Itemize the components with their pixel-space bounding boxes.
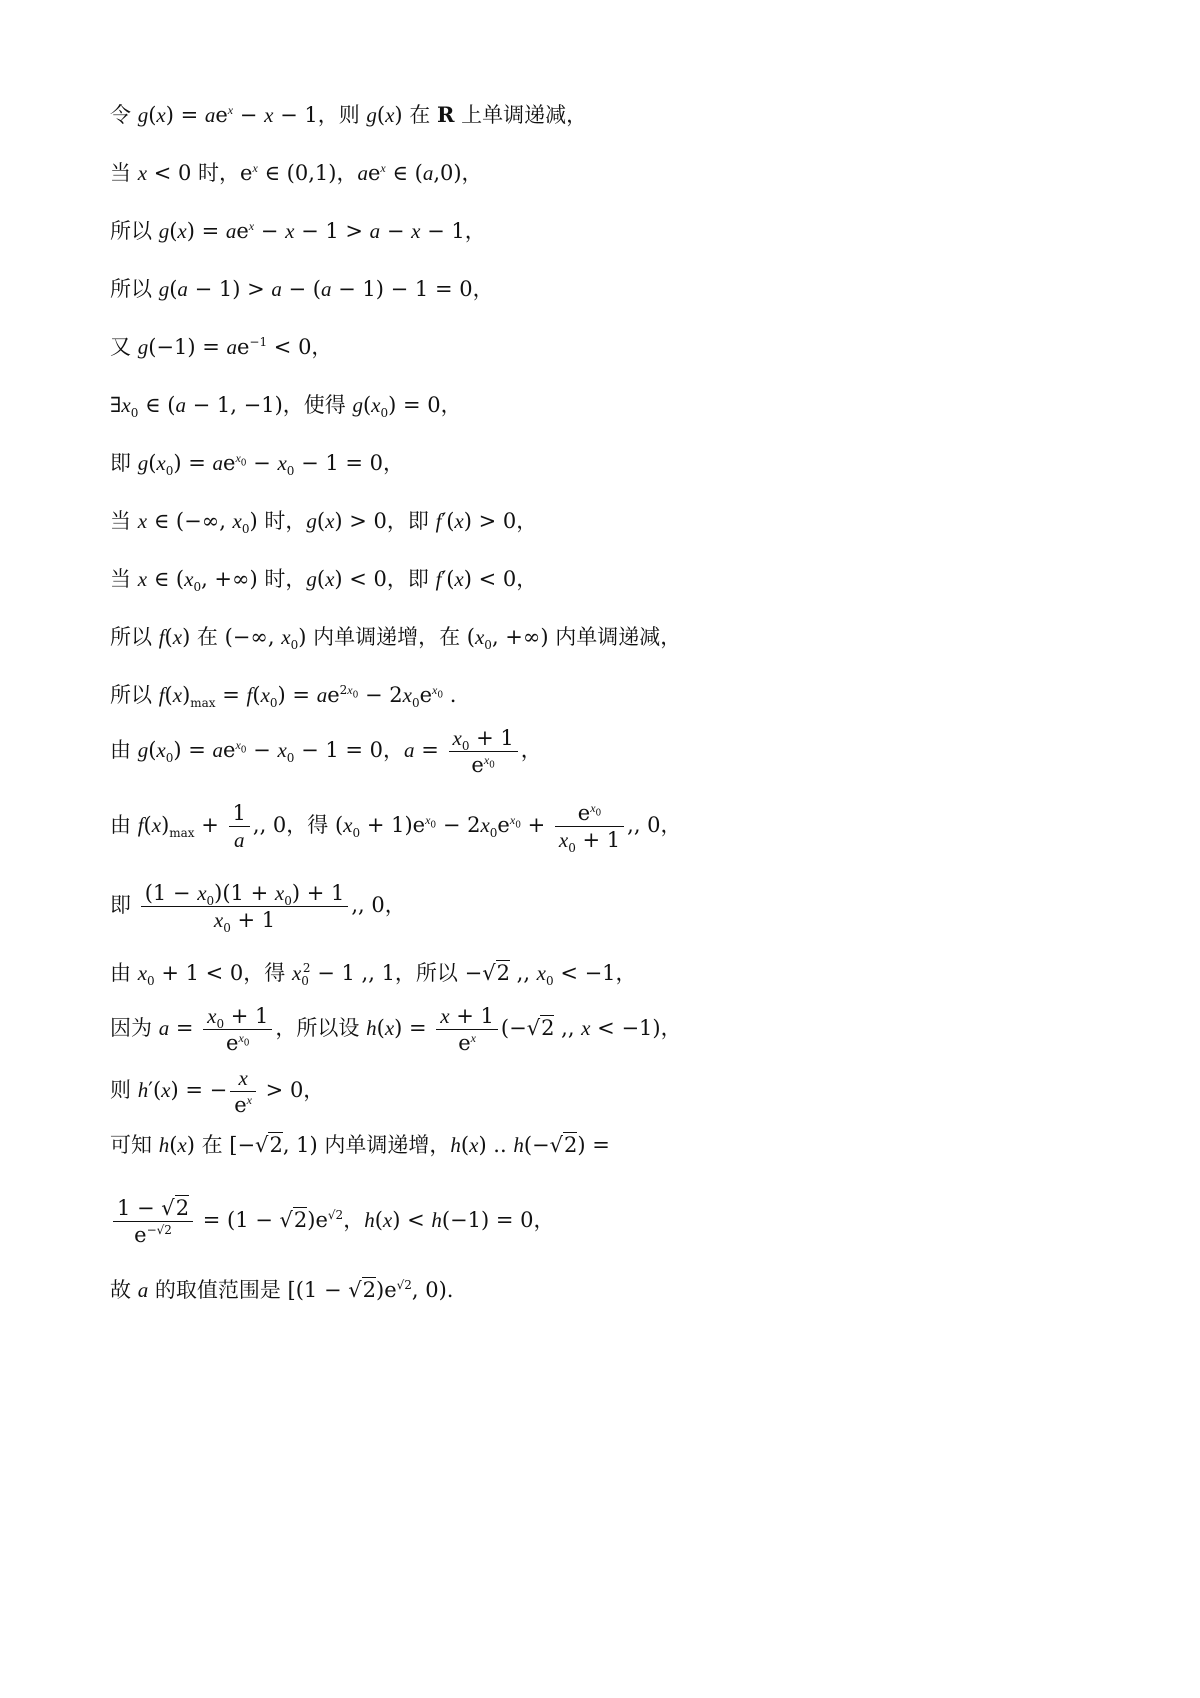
solution-line: 故 a 的取值范围是 [$(1 - √2)e^{√2}$, 0). bbox=[110, 1278, 454, 1302]
solution-line: 因为 a = $\frac{x_0 + 1}{e^{x_0}}$ ，所以设 h(x) = $\frac{x + 1}{e^x}$ (−√2 ,, x < −1)， bbox=[110, 1004, 682, 1055]
solution-line: 当 x < 0 时，$e^x$ ∈ (0,1)，$ae^x$ ∈ (a,0)， bbox=[110, 161, 483, 185]
solution-line: 当 x ∈ ($x_0$, +∞) 时，g(x) < 0，即 f′(x) < 0， bbox=[110, 567, 538, 595]
solution-line: 则 h′(x) = − $\frac{x}{e^x}$ > 0， bbox=[110, 1066, 325, 1117]
solution-line: 当 x ∈ (−∞, $x_0$) 时，g(x) > 0，即 f′(x) > 0， bbox=[110, 509, 538, 537]
solution-line: 所以 $g(x) = ae^x - x - 1 > a - x - 1$， bbox=[110, 219, 486, 243]
solution-line: $\exists x_0$ ∈ (a − 1, −1)，使得 $g(x_0) = 0$， bbox=[110, 393, 462, 421]
solution-line: 由 $x_0 + 1 < 0$，得 $x_0^2 - 1$ ,, 1，所以 −√2 ,, $x_0 < -1$， bbox=[110, 961, 637, 989]
solution-line: 所以 g(a − 1) > a − (a − 1) − 1 = 0， bbox=[110, 277, 494, 301]
solution-line: 由 $g(x_0) = ae^{x_0} - x_0 - 1 = 0$，a = $\frac{x_0 + 1}{e^{x_0}}$ ， bbox=[110, 726, 542, 777]
solution-line: 令 $g(x) = ae^x - x - 1$，则 g(x) 在 R 上单调递减， bbox=[110, 102, 588, 127]
solution-line: 可知 h(x) 在 [−√2, 1) 内单调递增，h(x) .. h(−√2) = bbox=[110, 1133, 610, 1157]
solution-line: $\frac{1 - √2}{e^{-√2}}$ = $(1 - √2)e^{√2}$，h(x) < h(−1) = 0， bbox=[110, 1195, 555, 1248]
solution-line: 所以 f(x) 在 (−∞, $x_0$) 内单调递增，在 ($x_0$, +∞) 内单调递减， bbox=[110, 625, 682, 653]
solution-line: 即 $g(x_0) = ae^{x_0} - x_0 - 1 = 0$， bbox=[110, 451, 405, 479]
solution-line: 即 $\frac{(1 - x_0)(1 + x_0) + 1}{x_0 + 1}$ ,, 0， bbox=[110, 881, 406, 936]
solution-line: 由 $f(x)_{max}$ + $\frac{1}{a}$ ,, 0，得 $(x_0 + 1)e^{x_0} - 2x_0e^{x_0}$ + $\frac{e^{x_0}}{x_0 + 1}$ ,, 0， bbox=[110, 801, 682, 856]
solution-line: 所以 $f(x)_{max} = f(x_0) = ae^{2x_0} - 2x_0e^{x_0}$ . bbox=[110, 683, 457, 711]
solution-line: 又 $g(-1) = ae^{-1} < 0$， bbox=[110, 335, 333, 359]
